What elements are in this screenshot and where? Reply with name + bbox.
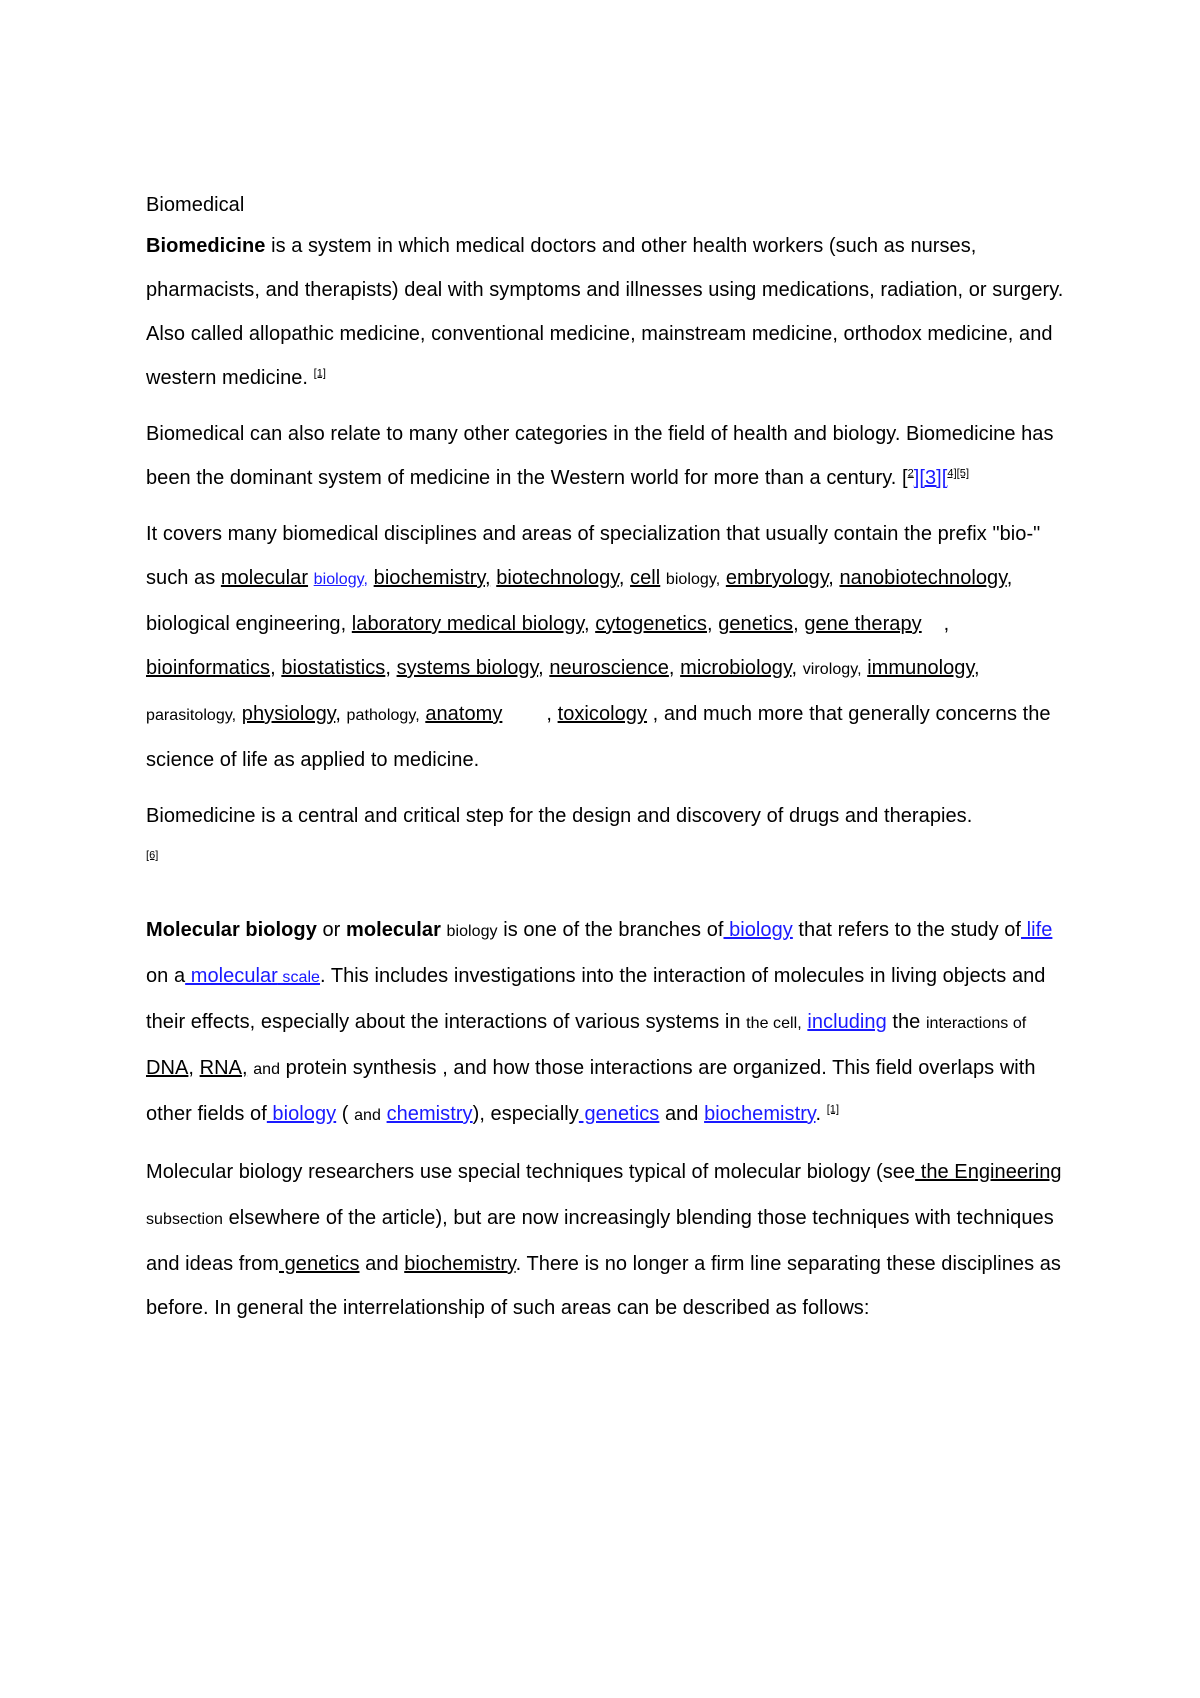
link-gene-therapy[interactable]: gene therapy: [804, 613, 922, 635]
link-immunology[interactable]: immunology: [867, 657, 975, 679]
paragraph-biomedicine-definition: Biomedicine is a system in which medical doctors and other health workers (such as nurses, pharmacists, and therapists) deal with symptoms and illnesses using medications, radiation, or surgery. Also called allopathic medicine, conventional medicine, mainstream medicine, orthodox medicine, and western medicine. [1]: [146, 235, 1064, 389]
term-molecular-biology: Molecular biology: [146, 919, 317, 941]
reference-4-5[interactable]: 4][5]: [947, 467, 970, 480]
link-molecular-scale[interactable]: molecular scale: [185, 965, 321, 987]
link-bioinformatics[interactable]: bioinformatics: [146, 657, 271, 679]
link-biology[interactable]: biology,: [313, 571, 369, 588]
link-toxicology[interactable]: toxicology: [557, 703, 648, 725]
link-neuroscience[interactable]: neuroscience: [549, 657, 669, 679]
link-anatomy[interactable]: anatomy: [425, 703, 503, 725]
link-biology-fields[interactable]: biology: [266, 1103, 337, 1125]
link-genetics-2[interactable]: genetics: [279, 1253, 360, 1275]
reference-6[interactable]: [6]: [146, 849, 159, 862]
paragraph-researchers: Molecular biology researchers use special techniques typical of molecular biology (see the Engineering subsection elsewhere of the article), but are now increasingly blending those techniques with techniques and ideas from genetics and biochemistry. There is no longer a firm line separating these disciplines as before. In general the interrelationship of such areas can be described as follows:: [146, 1161, 1062, 1319]
link-the-engineering[interactable]: the Engineering: [915, 1161, 1062, 1183]
link-biochemistry[interactable]: biochemistry,: [373, 567, 491, 589]
link-embryology[interactable]: embryology: [725, 567, 829, 589]
link-biochemistry-2[interactable]: biochemistry: [404, 1253, 516, 1275]
link-genetics[interactable]: genetics: [718, 613, 794, 635]
link-cytogenetics[interactable]: cytogenetics: [595, 613, 707, 635]
paragraph-disciplines: It covers many biomedical disciplines and areas of specialization that usually contain the prefix "bio-" such as molecular biology, biochemistry, biotechnology, cell biology, embryology, nanobiotechnology, biological engineering, laboratory medical biology, cytogenetics, genetics, gene therapy , bioinformatics, biostatistics, systems biology, neuroscience, microbiology, virology, immunology, parasitology, physiology, pathology, anatomy , toxicology , and much more that generally concerns the science of life as applied to medicine.: [146, 523, 1051, 771]
link-biotechnology[interactable]: biotechnology: [496, 567, 619, 589]
link-rna[interactable]: RNA,: [199, 1057, 248, 1079]
link-including[interactable]: including: [807, 1011, 887, 1033]
paragraph-biomedical-categories: Biomedical can also relate to many other categories in the field of health and biology. Biomedicine has been the dominant system of medicine in the Western world for more than a century. [$^2$][3][$^{4][5]}$: [146, 423, 1054, 489]
link-biostatistics[interactable]: biostatistics: [281, 657, 386, 679]
link-biochemistry-blue[interactable]: biochemistry: [704, 1103, 816, 1125]
reference-3[interactable]: ][3][: [913, 467, 948, 489]
link-molecular[interactable]: molecular: [220, 567, 309, 589]
reference-1b[interactable]: [1]: [826, 1103, 840, 1116]
paragraph-drug-discovery: Biomedicine is a central and critical step for the design and discovery of drugs and therapies. [6]: [146, 805, 973, 862]
link-chemistry[interactable]: chemistry: [386, 1103, 473, 1125]
link-laboratory-medical-biology[interactable]: laboratory medical biology: [351, 613, 584, 635]
term-biomedicine: Biomedicine: [146, 235, 266, 257]
link-biology-branch[interactable]: biology: [723, 919, 793, 941]
reference-1[interactable]: [1]: [313, 367, 327, 380]
link-genetics-blue[interactable]: genetics: [578, 1103, 660, 1125]
link-systems-biology[interactable]: systems biology: [396, 657, 539, 679]
link-cell[interactable]: cell: [630, 567, 661, 589]
link-nanobiotechnology[interactable]: nanobiotechnology: [839, 567, 1007, 589]
link-dna[interactable]: DNA: [146, 1057, 189, 1079]
link-microbiology[interactable]: microbiology: [680, 657, 792, 679]
link-life[interactable]: life: [1021, 919, 1053, 941]
link-physiology[interactable]: physiology: [241, 703, 336, 725]
paragraph-molecular-biology: Molecular biology or molecular biology is one of the branches of biology that refers to the study of life on a molecular scale. This includes investigations into the interaction of molecules in living objects and their effects, especially about the interactions of various systems in the cell, including the interactions of DNA, RNA, and protein synthesis , and how those interactions are organized. This field overlaps with other fields of biology ( and chemistry), especially genetics and biochemistry. [1]: [146, 919, 1053, 1125]
reference-2[interactable]: 2: [907, 467, 914, 480]
document-body: [146, 186, 1066, 1342]
document-title: Biomedical: [146, 194, 245, 216]
